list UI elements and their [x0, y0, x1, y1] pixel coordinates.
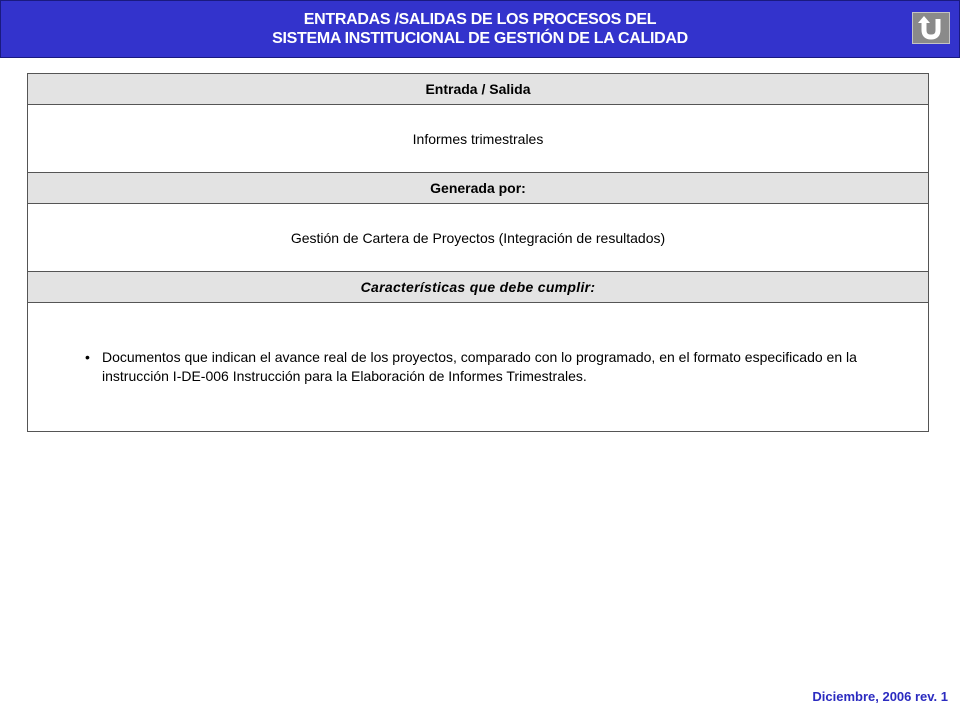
bullet-icon: •	[85, 349, 90, 365]
u-turn-back-icon	[913, 13, 949, 43]
list-item	[85, 348, 862, 386]
section-value-caracteristicas	[28, 303, 928, 431]
page-title-line-2: SISTEMA INSTITUCIONAL DE GESTIÓN DE LA CALIDAD	[272, 30, 688, 47]
section-value-generada-por: Gestión de Cartera de Proyectos (Integración de resultados)	[28, 204, 928, 272]
list-item-text: Documentos que indican el avance real de los proyectos, comparado con lo programado, en el formato especificado en la instrucción I-DE-006 Instrucción para la Elaboración de Informes Trimestrales.	[102, 349, 857, 384]
revision-footer: Diciembre, 2006 rev. 1	[812, 689, 948, 704]
section-value-entrada-salida: Informes trimestrales	[28, 105, 928, 173]
section-header-caracteristicas: Características que debe cumplir:	[28, 272, 928, 303]
back-button[interactable]	[912, 12, 950, 44]
page-title-line-1: ENTRADAS /SALIDAS DE LOS PROCESOS DEL	[303, 11, 657, 28]
section-header-generada-por: Generada por:	[28, 173, 928, 204]
section-header-entrada-salida: Entrada / Salida	[28, 74, 928, 105]
io-details-table	[27, 73, 929, 432]
title-banner	[0, 0, 960, 58]
page-title	[1, 10, 959, 48]
